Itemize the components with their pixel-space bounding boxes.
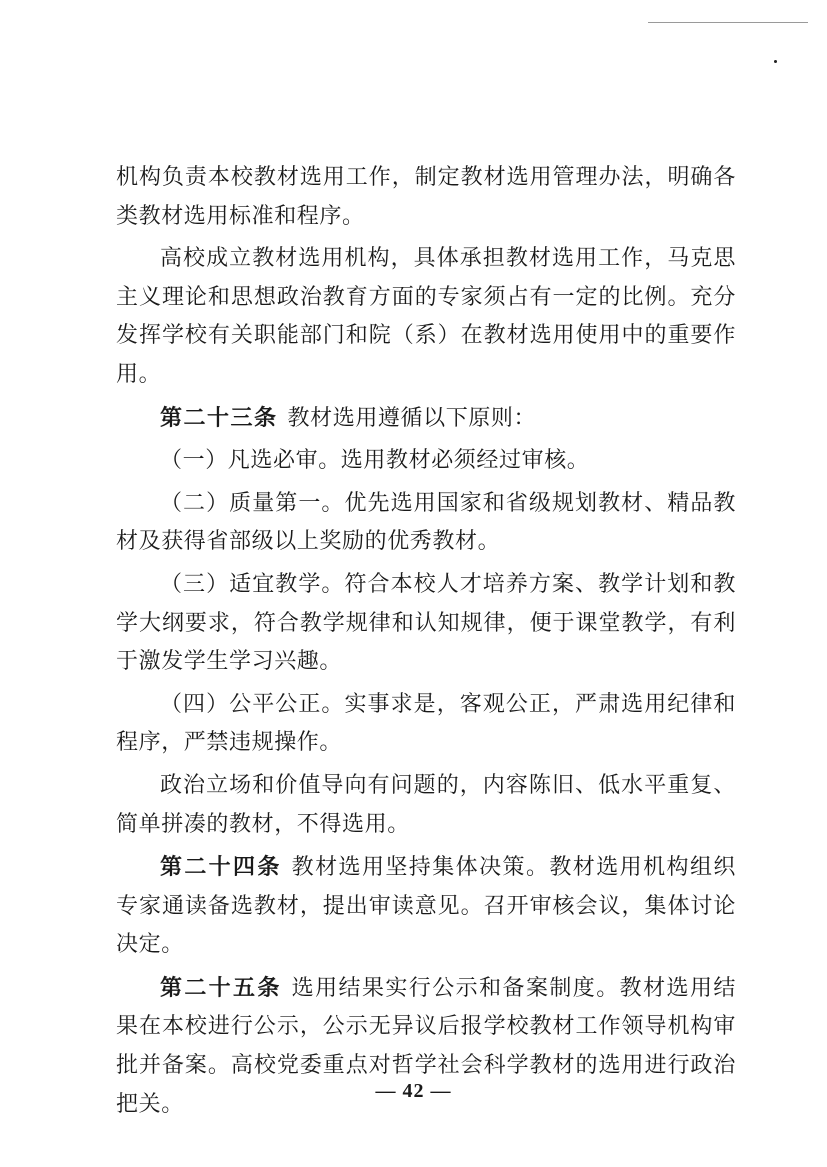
paragraph-text: （二）质量第一。优先选用国家和省级规划教材、精品教材及获得省部级以上奖励的优秀教材。 [116,490,736,555]
article-heading: 第二十五条 [160,974,282,1001]
paragraph-text: （三）适宜教学。符合本校人才培养方案、教学计划和教学大纲要求，符合教学规律和认知规律，便于课堂教学，有利于激发学生学习兴趣。 [116,571,736,675]
paragraph-text: （四）公平公正。实事求是，客观公正，严肃选用纪律和程序，严禁违规操作。 [116,691,736,756]
article-24 [116,848,736,965]
paragraph-text: 高校成立教材选用机构，具体承担教材选用工作，马克思主义理论和思想政治教育方面的专家须占有一定的比例。充分发挥学校有关职能部门和院（系）在教材选用使用中的重要作用。 [116,246,736,387]
principle-2 [116,485,736,562]
paragraph-1 [116,159,736,236]
principle-1 [116,442,736,481]
header-rule [648,22,808,23]
page-number: — 42 — [375,1080,452,1102]
paragraph-text: 选用结果实行公示和备案制度。教材选用结果在本校进行公示，公示无异议后报学校教材工作领导机构审批并备案。高校党委重点对哲学社会科学教材的选用进行政治把关。 [116,975,736,1117]
paragraph-text: 政治立场和价值导向有问题的，内容陈旧、低水平重复、简单拼凑的教材，不得选用。 [116,772,736,837]
article-heading: 第二十三条 [160,404,278,431]
paragraph-text: 教材选用坚持集体决策。教材选用机构组织专家通读备选教材，提出审读意见。召开审核会议，集体讨论决定。 [116,855,736,958]
paragraph-exclusion [116,767,736,844]
document-body [116,159,736,1128]
paragraph-text: 机构负责本校教材选用工作，制定教材选用管理办法，明确各类教材选用标准和程序。 [116,165,736,229]
scan-speck [774,60,777,63]
principle-3 [116,566,736,682]
paragraph-text: 教材选用遵循以下原则： [287,405,537,431]
principle-4 [116,686,736,763]
article-23 [116,399,736,439]
paragraph-2 [116,240,736,394]
paragraph-text: （一）凡选必审。选用教材必须经过审核。 [160,448,590,474]
article-heading: 第二十四条 [160,854,282,881]
